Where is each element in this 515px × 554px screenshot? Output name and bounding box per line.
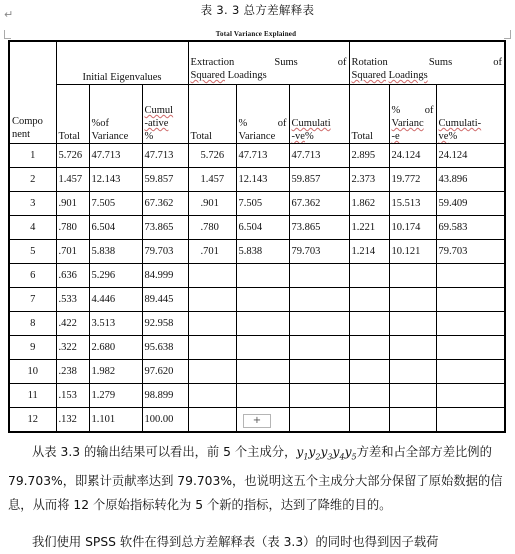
cell-extraction-pct: 47.713 — [236, 144, 289, 168]
cell-initial-pct: 2.680 — [89, 336, 142, 360]
cell-extraction-pct — [236, 264, 289, 288]
cell-extraction-total — [188, 288, 236, 312]
header-initial-eigenvalues: Initial Eigenvalues — [56, 41, 188, 85]
cell-component: 11 — [9, 384, 56, 408]
cell-extraction-cum — [289, 408, 349, 433]
cell-initial-cum: 92.958 — [142, 312, 188, 336]
table-row — [9, 360, 505, 384]
paragraph-2 — [8, 530, 508, 554]
header-row-columns — [9, 85, 505, 144]
cell-initial-pct: 6.504 — [89, 216, 142, 240]
cell-extraction-total — [188, 384, 236, 408]
header-rotation-total: Total — [349, 85, 389, 144]
cell-rotation-cum — [436, 264, 505, 288]
cell-initial-cum: 97.620 — [142, 360, 188, 384]
cell-initial-cum: 98.899 — [142, 384, 188, 408]
cell-rotation-total — [349, 360, 389, 384]
cell-extraction-cum — [289, 360, 349, 384]
cell-rotation-cum: 69.583 — [436, 216, 505, 240]
table-row — [9, 168, 505, 192]
cell-rotation-cum — [436, 336, 505, 360]
cell-initial-total: .153 — [56, 384, 89, 408]
cell-rotation-pct — [389, 264, 436, 288]
cell-rotation-pct — [389, 312, 436, 336]
cell-extraction-cum — [289, 288, 349, 312]
header-initial-cumulative: Cumul -ative % — [142, 85, 188, 144]
cell-extraction-cum — [289, 264, 349, 288]
cell-extraction-total: .701 — [188, 240, 236, 264]
cell-extraction-pct — [236, 336, 289, 360]
cell-initial-pct: 5.296 — [89, 264, 142, 288]
cell-extraction-cum — [289, 312, 349, 336]
cell-initial-cum: 89.445 — [142, 288, 188, 312]
header-row-groups — [9, 41, 505, 85]
cell-initial-cum: 73.865 — [142, 216, 188, 240]
cell-extraction-total: .901 — [188, 192, 236, 216]
cell-rotation-pct: 19.772 — [389, 168, 436, 192]
cell-rotation-total: 2.895 — [349, 144, 389, 168]
cell-rotation-pct — [389, 384, 436, 408]
cell-component: 7 — [9, 288, 56, 312]
cell-component: 6 — [9, 264, 56, 288]
cell-rotation-cum: 59.409 — [436, 192, 505, 216]
variable-y4: $y_4$ — [332, 445, 345, 462]
paragraph-2-text: 我们使用 SPSS 软件在得到总方差解释表（表 3.3）的同时也得到因子载荷 — [32, 535, 439, 549]
cell-rotation-total: 1.221 — [349, 216, 389, 240]
header-rotation-pct-variance: % of Varianc -e — [389, 85, 436, 144]
table-row — [9, 336, 505, 360]
cell-initial-cum: 67.362 — [142, 192, 188, 216]
header-extraction-pct-variance: % of Variance — [236, 85, 289, 144]
cell-initial-cum: 59.857 — [142, 168, 188, 192]
cell-extraction-total — [188, 264, 236, 288]
cell-component: 12 — [9, 408, 56, 433]
cell-initial-total: .780 — [56, 216, 89, 240]
cell-initial-total: 1.457 — [56, 168, 89, 192]
cell-extraction-pct: 5.838 — [236, 240, 289, 264]
cell-extraction-total: 5.726 — [188, 144, 236, 168]
cell-rotation-total — [349, 312, 389, 336]
paragraph-mark-icon: ↵ — [4, 8, 14, 21]
cell-extraction-cum — [289, 384, 349, 408]
cell-initial-total: .322 — [56, 336, 89, 360]
cell-rotation-pct — [389, 336, 436, 360]
cell-initial-total: .132 — [56, 408, 89, 433]
cell-extraction-total — [188, 408, 236, 433]
cell-extraction-cum: 73.865 — [289, 216, 349, 240]
cell-rotation-cum — [436, 288, 505, 312]
cell-extraction-total: .780 — [188, 216, 236, 240]
cell-component: 5 — [9, 240, 56, 264]
paragraph-1 — [8, 440, 508, 517]
table-row — [9, 384, 505, 408]
cell-extraction-pct — [236, 384, 289, 408]
cell-rotation-cum — [436, 408, 505, 433]
cell-rotation-cum: 79.703 — [436, 240, 505, 264]
cell-extraction-pct: 12.143 — [236, 168, 289, 192]
cell-rotation-total — [349, 264, 389, 288]
table-row — [9, 144, 505, 168]
cell-initial-cum: 47.713 — [142, 144, 188, 168]
table-row — [9, 192, 505, 216]
cell-extraction-total — [188, 336, 236, 360]
cell-rotation-cum: 43.896 — [436, 168, 505, 192]
cell-rotation-pct — [389, 408, 436, 433]
header-component: Compo nent — [9, 41, 56, 144]
variables-y1-y5 — [296, 445, 357, 462]
cell-initial-pct: 12.143 — [89, 168, 142, 192]
cell-component: 10 — [9, 360, 56, 384]
cell-initial-pct: 47.713 — [89, 144, 142, 168]
cell-extraction-total — [188, 312, 236, 336]
table-row — [9, 216, 505, 240]
cell-initial-cum: 84.999 — [142, 264, 188, 288]
cell-initial-cum: 79.703 — [142, 240, 188, 264]
cell-extraction-cum: 79.703 — [289, 240, 349, 264]
header-rotation: Rotation Sums of Squared Loadings — [349, 41, 505, 85]
cell-rotation-cum — [436, 312, 505, 336]
cell-component: 2 — [9, 168, 56, 192]
table-row — [9, 288, 505, 312]
cell-rotation-pct: 10.121 — [389, 240, 436, 264]
cell-rotation-total: 1.214 — [349, 240, 389, 264]
cell-extraction-cum — [289, 336, 349, 360]
header-extraction: Extraction Sums of Squared Loadings — [188, 41, 349, 85]
cell-component: 3 — [9, 192, 56, 216]
cell-rotation-total — [349, 408, 389, 433]
header-initial-pct-variance: %of Variance — [89, 85, 142, 144]
table-row — [9, 312, 505, 336]
cell-component: 4 — [9, 216, 56, 240]
table-title: Total Variance Explained — [215, 30, 297, 38]
cell-extraction-cum: 67.362 — [289, 192, 349, 216]
cell-rotation-pct — [389, 360, 436, 384]
table-row — [9, 240, 505, 264]
cell-rotation-total: 2.373 — [349, 168, 389, 192]
cell-extraction-pct — [236, 312, 289, 336]
cell-rotation-total: 1.862 — [349, 192, 389, 216]
cell-extraction-pct: 7.505 — [236, 192, 289, 216]
cell-initial-total: .701 — [56, 240, 89, 264]
cell-rotation-total — [349, 384, 389, 408]
cell-component: 1 — [9, 144, 56, 168]
header-extraction-cumulative: Cumulati -ve% — [289, 85, 349, 144]
cell-component: 8 — [9, 312, 56, 336]
variance-table — [8, 40, 506, 433]
cell-component: 9 — [9, 336, 56, 360]
cell-rotation-cum — [436, 360, 505, 384]
cell-initial-pct: 1.279 — [89, 384, 142, 408]
table-row — [9, 264, 505, 288]
header-rotation-cumulative: Cumulati- ve% — [436, 85, 505, 144]
cell-initial-total: .901 — [56, 192, 89, 216]
cell-initial-total: .422 — [56, 312, 89, 336]
cell-rotation-cum — [436, 384, 505, 408]
paragraph-1-after: 方差和占全部方差比例的 79.703%，即累计贡献率达到 79.703%，也说明这五个主成分大部分保留了原始数据的信息，从而将 12 个原始指标转化为 5 个新的指标，达到了降维的目的。 — [8, 445, 503, 513]
cell-extraction-pct: 6.504 — [236, 216, 289, 240]
paragraph-1-before: 从表 3.3 的输出结果可以看出，前 5 个主成分， — [32, 445, 297, 459]
cell-extraction-pct — [236, 360, 289, 384]
cell-initial-pct: 1.101 — [89, 408, 142, 433]
cell-initial-pct: 3.513 — [89, 312, 142, 336]
margin-corner-right — [504, 30, 511, 39]
cell-extraction-total — [188, 360, 236, 384]
cell-rotation-total — [349, 288, 389, 312]
variable-y5: $y_5$ — [344, 445, 357, 462]
cell-rotation-pct: 15.513 — [389, 192, 436, 216]
cell-initial-pct: 7.505 — [89, 192, 142, 216]
cell-initial-pct: 4.446 — [89, 288, 142, 312]
cell-initial-total: .533 — [56, 288, 89, 312]
cell-extraction-cum: 47.713 — [289, 144, 349, 168]
table-caption: 表 3. 3 总方差解释表 — [200, 3, 315, 17]
header-initial-total: Total — [56, 85, 89, 144]
cell-extraction-pct — [236, 288, 289, 312]
add-row-button[interactable]: + — [243, 414, 271, 428]
cell-initial-pct: 1.982 — [89, 360, 142, 384]
header-extraction-total: Total — [188, 85, 236, 144]
cell-initial-total: .636 — [56, 264, 89, 288]
cell-rotation-total — [349, 336, 389, 360]
cell-extraction-cum: 59.857 — [289, 168, 349, 192]
cell-rotation-pct: 10.174 — [389, 216, 436, 240]
cell-initial-pct: 5.838 — [89, 240, 142, 264]
cell-rotation-pct — [389, 288, 436, 312]
cell-rotation-pct: 24.124 — [389, 144, 436, 168]
variable-y1: $y_1$ — [296, 445, 309, 462]
table-body — [9, 144, 505, 433]
cell-initial-total: .238 — [56, 360, 89, 384]
cell-initial-total: 5.726 — [56, 144, 89, 168]
cell-extraction-total: 1.457 — [188, 168, 236, 192]
cell-initial-cum: 95.638 — [142, 336, 188, 360]
variable-y2: $y_2$ — [308, 445, 321, 462]
variable-y3: $y_3$ — [320, 445, 333, 462]
cell-initial-cum: 100.00 — [142, 408, 188, 433]
cell-rotation-cum: 24.124 — [436, 144, 505, 168]
